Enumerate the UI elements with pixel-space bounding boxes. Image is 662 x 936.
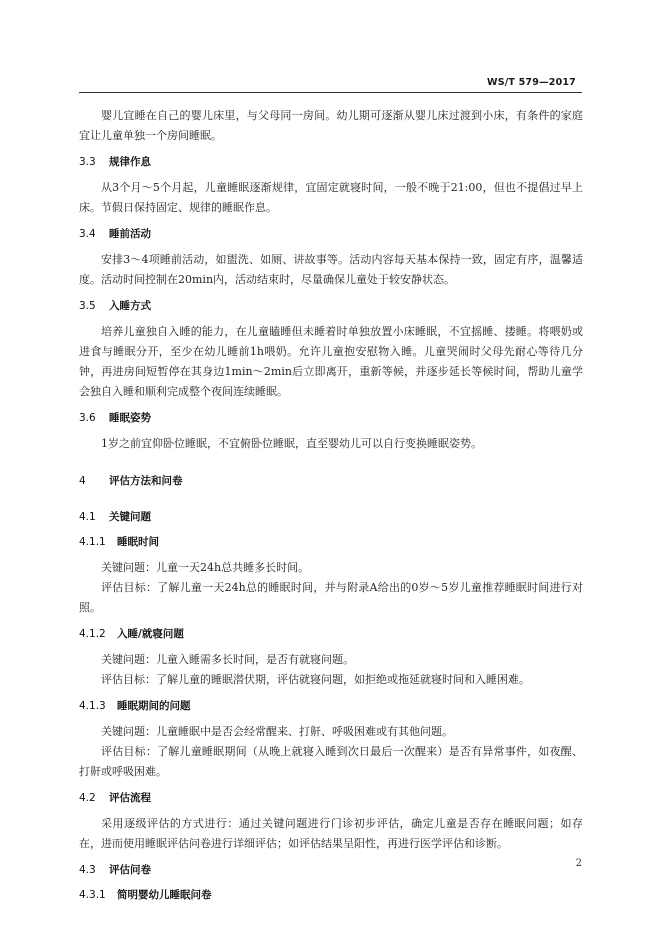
paragraph: 关键问题：儿童睡眠中是否会经常醒来、打鼾、呼吸困难或有其他问题。 [101,725,453,738]
section-heading [79,861,583,879]
section-title: 入睡/就寝问题 [117,628,184,640]
paragraph: 评估目标：了解儿童的睡眠潜伏期，评估就寝问题，如拒绝或拖延就寝时间和入睡困难。 [101,673,530,686]
section-heading [79,886,583,904]
chapter-heading [79,472,583,490]
section-heading [79,153,583,171]
section-number: 3.6 [79,412,96,424]
paragraph: 培养儿童独自入睡的能力，在儿童瞌睡但未睡着时单独放置小床睡眠，不宜摇睡、搂睡。将喂奶或进食与睡眠分开，至少在幼儿睡前1h喂奶。允许儿童抱安慰物入睡。儿童哭闹时父母先耐心等待几分钟，再进房间短暂停在其身边1min～2min后立即离开，重新等候，并逐步延长等候时间，帮助儿童学会独自入睡和顺利完成整个夜间连续睡眠。 [79,325,583,398]
document-body [79,106,583,911]
section-title: 入睡方式 [109,300,151,312]
section-heading [79,533,583,551]
section-title: 简明婴幼儿睡眠问卷 [117,889,212,901]
section-heading [79,225,583,243]
section-heading [79,508,583,526]
section-number: 3.4 [79,228,96,240]
section-number: 3.3 [79,156,96,168]
section-title: 关键问题 [109,511,151,523]
section-number: 4.1.3 [79,700,106,712]
page-number: 2 [575,858,582,869]
paragraph: 评估目标：了解儿童睡眠期间（从晚上就寝入睡到次日最后一次醒来）是否有异常事件，如夜醒、打鼾或呼吸困难。 [79,745,583,778]
section-title: 评估问卷 [109,864,151,876]
section-heading [79,625,583,643]
section-number: 4.1 [79,511,96,523]
section-number: 3.5 [79,300,96,312]
section-number: 4.3 [79,864,96,876]
paragraph: 采用逐级评估的方式进行：通过关键问题进行门诊初步评估，确定儿童是否存在睡眠问题；如存在，进而使用睡眠评估问卷进行详细评估；如评估结果呈阳性，再进行医学评估和诊断。 [79,817,583,850]
document-code: WS/T 579—2017 [487,77,576,88]
section-heading [79,789,583,807]
paragraph: 安排3～4项睡前活动，如盥洗、如厕、讲故事等。活动内容每天基本保持一致，固定有序，温馨适度。活动时间控制在20min内，活动结束时，尽量确保儿童处于较安静状态。 [79,253,583,286]
section-heading [79,409,583,427]
section-title: 规律作息 [109,156,151,168]
section-title: 评估流程 [109,792,151,804]
paragraph: 从3个月～5个月起，儿童睡眠逐渐规律，宜固定就寝时间，一般不晚于21:00，但也不提倡过早上床。节假日保持固定、规律的睡眠作息。 [79,181,583,214]
section-title: 睡眠期间的问题 [117,700,191,712]
paragraph: 评估目标：了解儿童一天24h总的睡眠时间，并与附录A给出的0岁～5岁儿童推荐睡眠时间进行对照。 [79,581,583,614]
section-number: 4.2 [79,792,96,804]
section-heading [79,297,583,315]
paragraph: 婴儿宜睡在自己的婴儿床里，与父母同一房间。幼儿期可逐渐从婴儿床过渡到小床，有条件的家庭宜让儿童单独一个房间睡眠。 [79,109,583,142]
section-number: 4.3.1 [79,889,106,901]
section-number: 4.1.2 [79,628,106,640]
section-number: 4 [79,475,86,487]
section-number: 4.1.1 [79,536,106,548]
section-title: 睡前活动 [109,228,151,240]
paragraph: 1岁之前宜仰卧位睡眠，不宜俯卧位睡眠，直至婴幼儿可以自行变换睡眠姿势。 [101,437,482,450]
paragraph: 关键问题：儿童入睡需多长时间，是否有就寝问题。 [101,653,354,666]
section-title: 睡眠姿势 [109,412,151,424]
section-heading [79,697,583,715]
header-rule [79,92,582,93]
section-title: 评估方法和问卷 [109,475,183,487]
section-title: 睡眠时间 [117,536,159,548]
paragraph: 关键问题：儿童一天24h总共睡多长时间。 [101,561,310,574]
